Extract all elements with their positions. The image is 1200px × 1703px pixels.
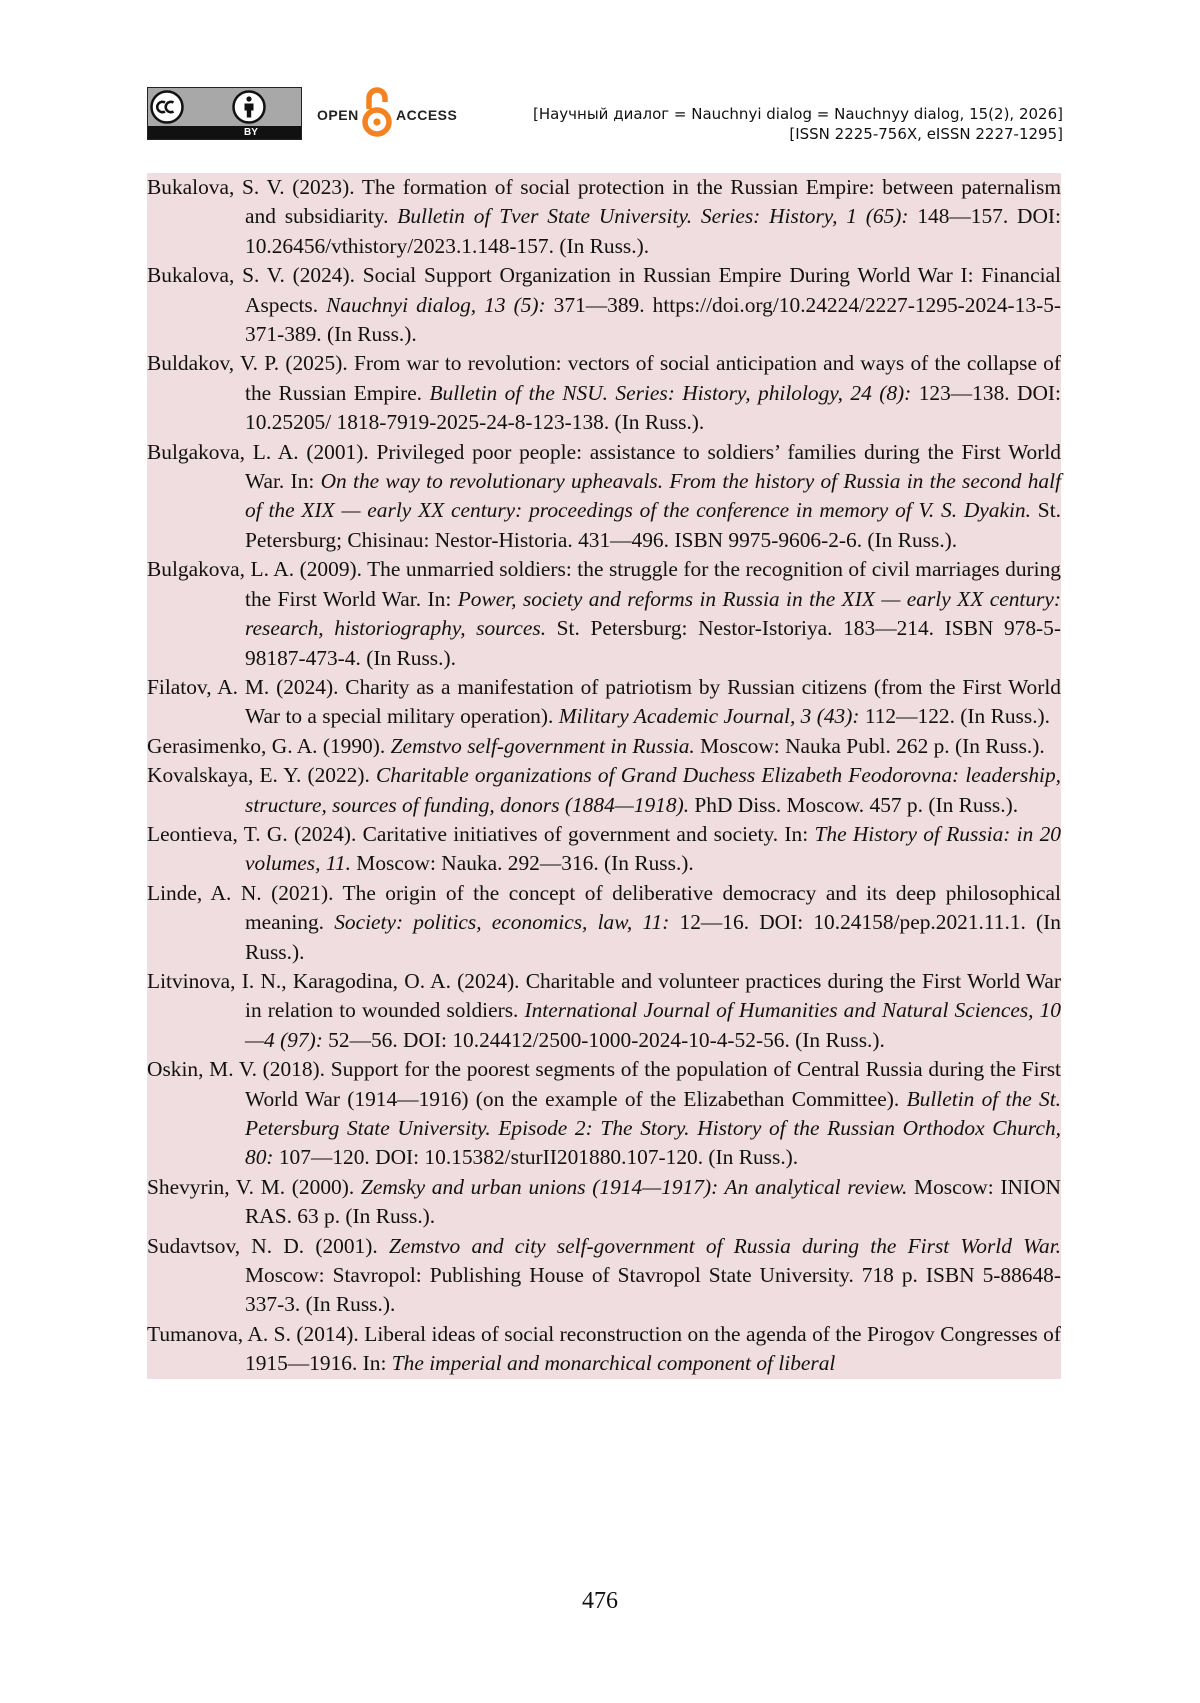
license-bar (148, 126, 301, 139)
cc-by-license-badge[interactable] (147, 87, 302, 140)
open-access-label-left: OPEN (317, 107, 359, 123)
journal-issn: [ISSN 2225-756X, eISSN 2227-1295] (789, 125, 1063, 143)
journal-citation: [Научный диалог = Nauchnyi dialog = Nauchnyy dialog, 15(2), 2026] (532, 105, 1063, 123)
open-access-lock-icon (360, 84, 394, 140)
attribution-person-icon (232, 90, 266, 124)
reference-item: Buldakov, V. P. (2025). From war to revolution: vectors of social anticipation and ways of the collapse of the Russian Empire. Bulletin of the NSU. Series: History, philology, 24 (8): 123—138. DOI: 10.25205/ 1818-7919-2025-24-8-123-138. (In Russ.). (147, 351, 1061, 435)
reference-item: Oskin, M. V. (2018). Support for the poorest segments of the population of Central Russia during the First World War (1914—1916) (on the example of the Elizabethan Committee). Bulletin of the St. Petersburg State University. Episode 2: The Story. History of the Russian Orthodox Church, 80: 107—120. DOI: 10.15382/sturII201880.107-120. (In Russ.). (147, 1057, 1061, 1170)
reference-item: Kovalskaya, E. Y. (2022). Charitable organizations of Grand Duchess Elizabeth Feodorovna: leadership, structure, sources of funding, donors (1884—1918). PhD Diss. Moscow. 457 p. (In Russ.). (147, 763, 1061, 817)
page-number: 476 (582, 1588, 618, 1614)
page-header (0, 0, 1200, 160)
reference-item: Litvinova, I. N., Karagodina, O. A. (2024). Charitable and volunteer practices during the First World War in relation to wounded soldiers. International Journal of Humanities and Natural Sciences, 10—4 (97): 52—56. DOI: 10.24412/2500-1000-2024-10-4-52-56. (In Russ.). (147, 968, 1061, 1052)
journal-info (533, 104, 1063, 144)
reference-item: Shevyrin, V. M. (2000). Zemsky and urban unions (1914—1917): An analytical review. Moscow: INION RAS. 63 p. (In Russ.). (147, 1174, 1061, 1229)
reference-item: Filatov, A. M. (2024). Charity as a manifestation of patriotism by Russian citizens (from the First World War to a special military operation). Military Academic Journal, 3 (43): 112—122. (In Russ.). (147, 674, 1061, 729)
reference-item: Bukalova, S. V. (2023). The formation of social protection in the Russian Empire: between paternalism and subsidiarity. Bulletin of Tver State University. Series: History, 1 (65): 148—157. DOI: 10.26456/vthistory/2023.1.148-157. (In Russ.). (147, 175, 1061, 258)
reference-item: Gerasimenko, G. A. (1990). Zemstvo self-government in Russia. Moscow: Nauka Publ. 262 p. (In Russ.). (147, 733, 1045, 758)
reference-item: Bulgakova, L. A. (2009). The unmarried soldiers: the struggle for the recognition of civil marriages during the First World War. In: Power, society and reforms in Russia in the XIX — early XX century: research, historiography, sources. St. Petersburg: Nestor-Istoriya. 183—214. ISBN 978-5-98187-473-4. (In Russ.). (147, 557, 1061, 670)
license-by-label: BY (244, 127, 258, 138)
references-list (147, 173, 1061, 1379)
open-access-label-right: ACCESS (396, 107, 458, 123)
reference-item: Bukalova, S. V. (2024). Social Support Organization in Russian Empire During World War I: Financial Aspects. Nauchnyi dialog, 13 (5): 371—389. https://doi.org/10.24224/2227-1295-2024-13-5-371-389. (In Russ.). (147, 263, 1062, 347)
reference-item: Linde, A. N. (2021). The origin of the concept of deliberative democracy and its deep philosophical meaning. Society: politics, economics, law, 11: 12—16. DOI: 10.24158/pep.2021.11.1. (In Russ.). (147, 880, 1061, 964)
reference-item: Tumanova, A. S. (2014). Liberal ideas of social reconstruction on the agenda of the Pirogov Congresses of 1915—1916. In: The imperial and monarchical component of liberal (147, 1321, 1061, 1376)
reference-item: Sudavtsov, N. D. (2001). Zemstvo and city self-government of Russia during the First World War. Moscow: Stavropol: Publishing House of Stavropol State University. 718 p. ISBN 5-88648-337-3. (In Russ.). (147, 1233, 1062, 1317)
reference-item: Leontieva, T. G. (2024). Caritative initiatives of government and society. In: The History of Russia: in 20 volumes, 11. Moscow: Nauka. 292—316. (In Russ.). (147, 821, 1061, 876)
creative-commons-icon (150, 90, 184, 124)
reference-item: Bulgakova, L. A. (2001). Privileged poor people: assistance to soldiers’ families during the First World War. In: On the way to revolutionary upheavals. From the history of Russia in the second half of the XIX — early XX century: proceedings of the conference in memory of V. S. Dyakin. St. Petersburg; Chisinau: Nestor-Historia. 431—496. ISBN 9975-9606-2-6. (In Russ.). (147, 439, 1062, 552)
